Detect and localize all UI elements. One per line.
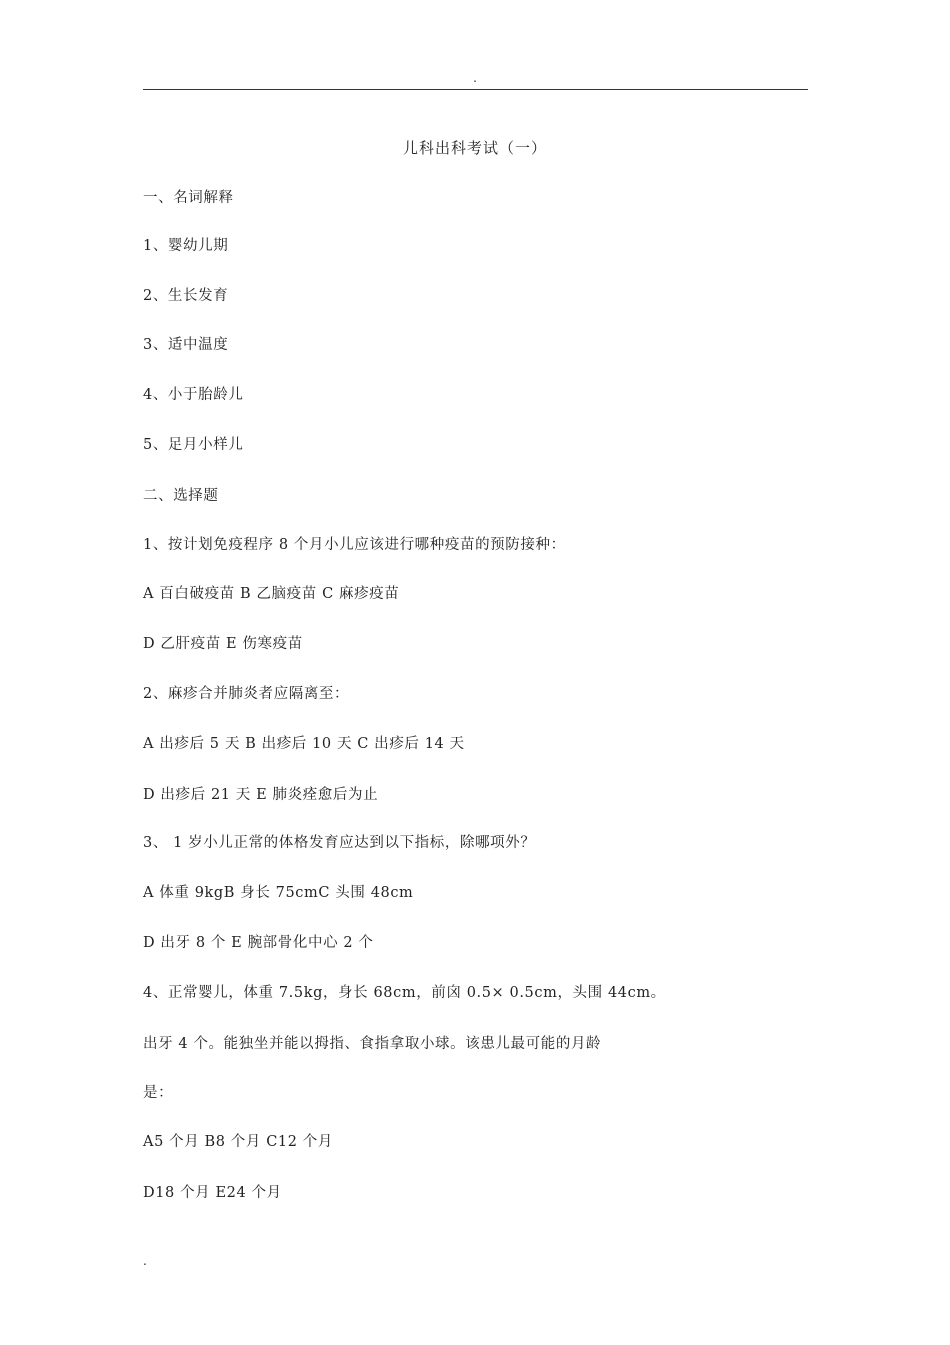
term-item: 2、生长发育: [143, 288, 229, 304]
question-options: D 出疹后 21 天 E 肺炎痊愈后为止: [143, 787, 379, 803]
question-options: A 出疹后 5 天 B 出疹后 10 天 C 出疹后 14 天: [143, 736, 465, 752]
header-mark: .: [473, 71, 477, 85]
question-stem: 2、麻疹合并肺炎者应隔离至：: [143, 686, 350, 702]
question-stem: 3、 1 岁小儿正常的体格发育应达到以下指标，除哪项外？: [143, 835, 536, 851]
term-item: 3、适中温度: [143, 337, 229, 353]
question-options: D 出牙 8 个 E 腕部骨化中心 2 个: [143, 935, 374, 951]
question-options: D18 个月 E24 个月: [143, 1185, 282, 1201]
question-stem: 1、按计划免疫程序 8 个月小儿应该进行哪种疫苗的预防接种：: [143, 537, 566, 553]
question-options: A 百白破疫苗 B 乙脑疫苗 C 麻疹疫苗: [143, 586, 400, 602]
page-title: 儿科出科考试（一）: [402, 139, 547, 157]
question-stem: 出牙 4 个。能独坐并能以拇指、食指拿取小球。该患儿最可能的月龄: [143, 1036, 602, 1052]
term-item: 4、小于胎龄儿: [143, 387, 244, 403]
term-item: 1、婴幼儿期: [143, 238, 229, 254]
term-item: 5、足月小样儿: [143, 437, 244, 453]
section-heading-definitions: 一、名词解释: [143, 190, 234, 206]
footer-mark: .: [143, 1254, 147, 1268]
section-heading-choice: 二、选择题: [143, 488, 219, 504]
question-options: D 乙肝疫苗 E 伤寒疫苗: [143, 636, 303, 652]
question-options: A 体重 9kgB 身长 75cmC 头围 48cm: [143, 885, 414, 901]
question-options: A5 个月 B8 个月 C12 个月: [143, 1134, 333, 1150]
question-stem: 是：: [143, 1085, 174, 1101]
question-stem: 4、正常婴儿，体重 7.5kg，身长 68cm，前囟 0.5× 0.5cm，头围 44cm。: [143, 985, 666, 1001]
header-rule: [143, 89, 808, 90]
